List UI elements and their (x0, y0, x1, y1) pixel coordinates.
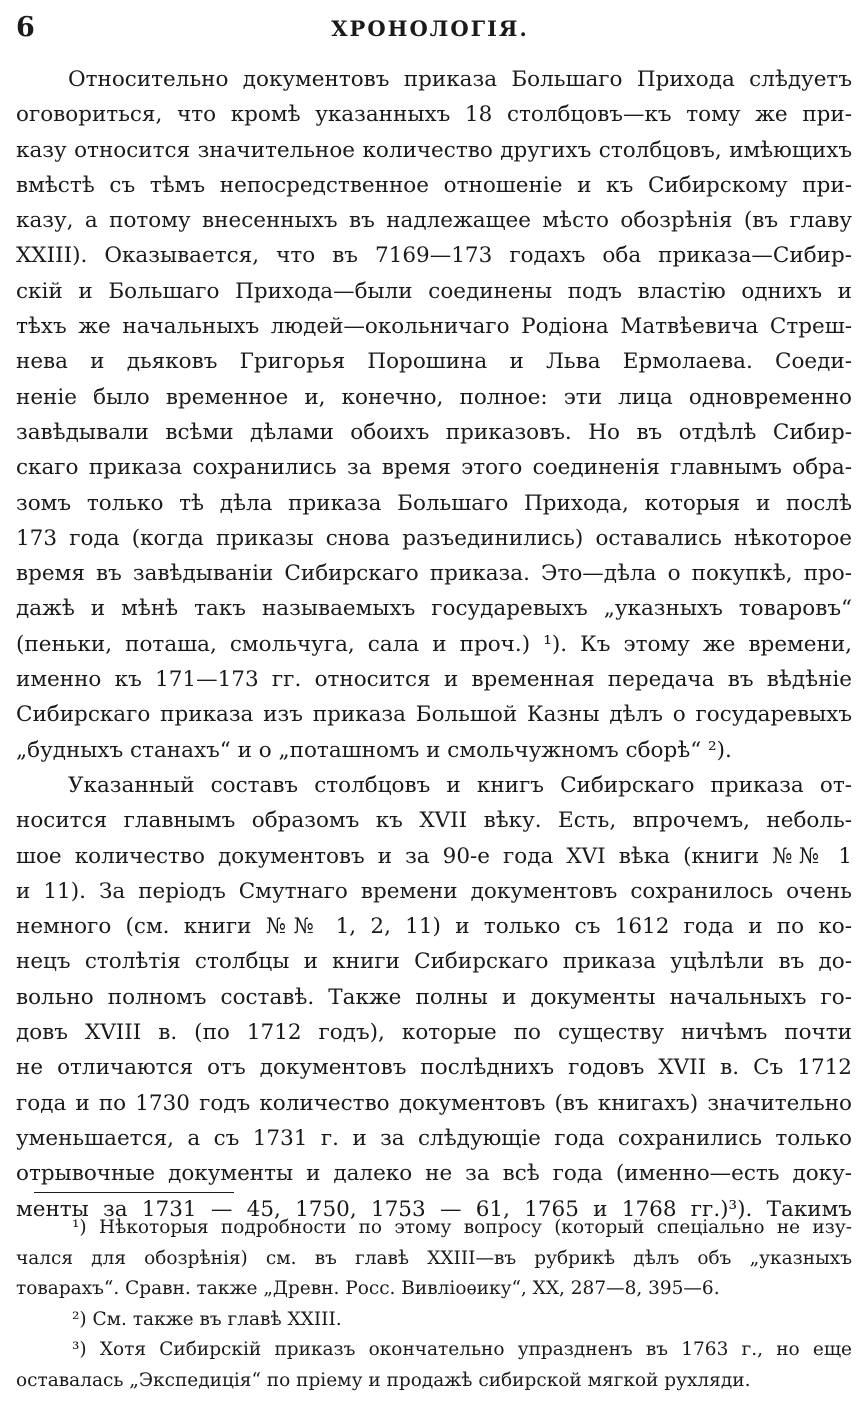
text-line: скаго приказа сохранились за время этого соединенія главнымъ обра- (16, 455, 852, 481)
text-line: вольно полномъ составѣ. Также полны и документы начальныхъ го- (16, 984, 852, 1010)
text-line: довъ XVIII в. (по 1712 годъ), которые по существу ничѣмъ почти (16, 1020, 852, 1046)
text-line: время въ завѣдываніи Сибирскаго приказа. Это—дѣла о покупкѣ, про- (16, 561, 852, 587)
footnote-line: чался для обозрѣнія) см. въ главѣ XXIII—въ рубрикѣ дѣлъ объ „указныхъ (16, 1247, 852, 1269)
text-line: „будныхъ станахъ“ и о „поташномъ и смольчужномъ сборѣ“ ²). (16, 737, 732, 763)
text-line: отрывочные документы и далеко не за всѣ года (именно—есть доку- (16, 1161, 852, 1187)
text-line: XXIII). Оказывается, что въ 7169—173 годахъ оба приказа—Сибир- (16, 243, 852, 269)
text-line: Сибирскаго приказа изъ приказа Большой Казны дѣлъ о государевыхъ (16, 702, 852, 728)
text-line: завѣдывали всѣми дѣлами обоихъ приказовъ. Но въ отдѣлѣ Сибир- (16, 419, 852, 445)
text-line: зомъ только тѣ дѣла приказа Большаго Прихода, которыя и послѣ (16, 490, 852, 516)
text-line: нева и дьяковъ Григорья Порошина и Льва Ермолаева. Соеди- (16, 349, 852, 375)
text-line: казу, а потому внесенныхъ въ надлежащее мѣсто обозрѣнія (въ главу (16, 208, 852, 234)
page-header (0, 6, 860, 46)
footnotes (16, 1213, 852, 1396)
text-line: года и по 1730 годъ количество документовъ (въ книгахъ) значительно (16, 1090, 852, 1116)
text-line: казу относится значительное количество другихъ столбцовъ, имѣющихъ (16, 137, 852, 163)
text-line: нецъ столѣтія столбцы и книги Сибирскаго приказа уцѣлѣли въ до- (16, 949, 852, 975)
running-title: ХРОНОЛОГІЯ. (331, 16, 529, 41)
text-line: скій и Большаго Прихода—были соединены подъ властію однихъ и (16, 278, 852, 304)
text-line: неніе было временное и, конечно, полное: эти лица одновременно (16, 384, 852, 410)
text-line: немного (см. книги №№ 1, 2, 11) и только съ 1612 года и по ко- (16, 914, 852, 940)
footnote-line: ³) Хотя Сибирскій приказъ окончательно упраздненъ въ 1763 г., но еще (72, 1339, 852, 1360)
text-line: именно къ 171—173 гг. относится и временная передача въ вѣдѣніе (16, 667, 852, 693)
text-line: 173 года (когда приказы снова разъединились) оставались нѣкоторое (16, 525, 852, 551)
text-line: и 11). За періодъ Смутнаго времени документовъ сохранилось очень (16, 878, 852, 904)
text-line: уменьшается, а съ 1731 г. и за слѣдующіе года сохранились только (16, 1125, 852, 1151)
footnote-line: товарахъ“. Сравн. также „Древн. Росс. Вивліоѳику“, XX, 287—8, 395—6. (16, 1278, 720, 1299)
text-line: дажѣ и мѣнѣ такъ называемыхъ государевыхъ „указныхъ товаровъ“ (16, 596, 852, 622)
body-text (16, 62, 852, 1227)
footnote-line: ²) См. также въ главѣ XXIII. (72, 1308, 342, 1330)
text-line: Указанный составъ столбцовъ и книгъ Сибирскаго приказа от- (68, 772, 852, 798)
text-line: тѣхъ же начальныхъ людей—окольничаго Родіона Матвѣевича Стреш- (16, 314, 852, 340)
footnote-line: оставалась „Экспедиція“ по пріему и продажѣ сибирской мягкой рухляди. (16, 1369, 751, 1391)
text-line: оговориться, что кромѣ указанныхъ 18 столбцовъ—къ тому же при- (16, 102, 852, 128)
text-line: шое количество документовъ и за 90-е года XVI вѣка (книги №№ 1 (16, 843, 852, 869)
text-line: Относительно документовъ приказа Большаго Прихода слѣдуетъ (68, 67, 852, 92)
text-line: менты за 1731 — 45, 1750, 1753 — 61, 1765 и 1768 гг.)³). Такимъ (16, 1196, 852, 1222)
text-line: (пеньки, поташа, смольчуга, сала и проч.) ¹). Къ этому же времени, (16, 631, 852, 657)
text-line: вмѣстѣ съ тѣмъ непосредственное отношеніе и къ Сибирскому при- (16, 172, 852, 198)
text-line: носится главнымъ образомъ къ XVII вѣку. Есть, впрочемъ, неболь- (16, 808, 852, 834)
footnote-divider (34, 1192, 234, 1193)
text-line: не отличаются отъ документовъ послѣднихъ годовъ XVII в. Съ 1712 (16, 1055, 852, 1081)
footnote-line: ¹) Нѣкоторыя подробности по этому вопросу (который спеціально не изу- (72, 1217, 852, 1238)
page-number: 6 (16, 12, 35, 43)
